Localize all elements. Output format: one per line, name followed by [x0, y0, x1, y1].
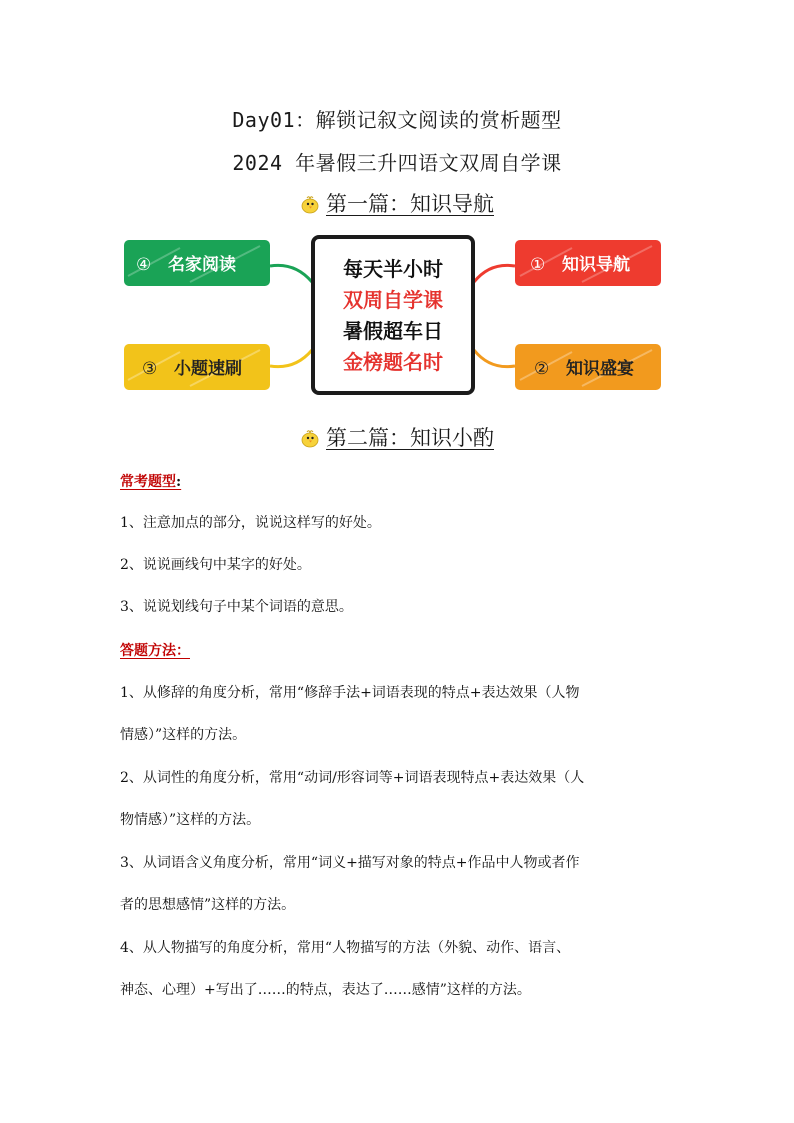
methods-heading: 答题方法： [120, 643, 190, 659]
method-line: 情感）”这样的方法。 [120, 727, 247, 743]
box-number: ① [530, 255, 546, 275]
connector-line [270, 265, 312, 282]
document-title: Day01：解锁记叙文阅读的赏析题型 [232, 108, 562, 132]
chick-icon [300, 428, 320, 448]
box-label: 小题速刷 [174, 359, 242, 379]
document-subtitle: 2024 年暑假三升四语文双周自学课 [232, 151, 562, 175]
slogan-line: 每天半小时 [343, 257, 443, 281]
method-line: 神态、心理）+写出了……的特点，表达了……感情”这样的方法。 [120, 982, 531, 998]
connector-line [270, 350, 312, 367]
connector-line [474, 350, 515, 367]
method-line: 物情感）”这样的方法。 [120, 812, 261, 828]
slogan-line: 双周自学课 [343, 288, 443, 312]
method-line: 2、从词性的角度分析，常用“动词/形容词等+词语表现特点+表达效果（人 [120, 770, 585, 786]
center-slogan-box [313, 237, 473, 393]
section-heading-knowledge [0, 422, 794, 452]
section-title: 第一篇：知识导航 [326, 192, 494, 216]
box-knowledge-navigation [515, 240, 661, 286]
chick-icon [300, 194, 320, 214]
method-line: 4、从人物描写的角度分析，常用“人物描写的方法（外貌、动作、语言、 [120, 940, 571, 956]
question-item: 2、说说画线句中某字的好处。 [120, 557, 311, 573]
box-knowledge-feast [515, 344, 661, 390]
section-heading-navigation [0, 188, 794, 218]
connector-line [474, 265, 515, 282]
box-quick-practice [124, 344, 270, 390]
slogan-line: 金榜题名时 [343, 350, 443, 374]
method-line: 3、从词语含义角度分析，常用“词义+描写对象的特点+作品中人物或者作 [120, 855, 580, 871]
question-item: 3、说说划线句子中某个词语的意思。 [120, 599, 353, 615]
mind-map-diagram [120, 234, 665, 396]
box-number: ③ [142, 359, 158, 379]
box-number: ④ [136, 255, 152, 275]
box-label: 名家阅读 [168, 255, 236, 275]
box-famous-reading [124, 240, 270, 286]
box-label: 知识导航 [562, 255, 630, 275]
method-line: 者的思想感情”这样的方法。 [120, 897, 296, 913]
method-line: 1、从修辞的角度分析，常用“修辞手法+词语表现的特点+表达效果（人物 [120, 685, 580, 701]
common-questions-heading: 常考题型: [120, 474, 182, 490]
question-item: 1、注意加点的部分，说说这样写的好处。 [120, 515, 381, 531]
section-title: 第二篇：知识小酌 [326, 426, 494, 450]
slogan-line: 暑假超车日 [343, 319, 443, 343]
box-label: 知识盛宴 [566, 359, 634, 379]
box-number: ② [534, 359, 550, 379]
